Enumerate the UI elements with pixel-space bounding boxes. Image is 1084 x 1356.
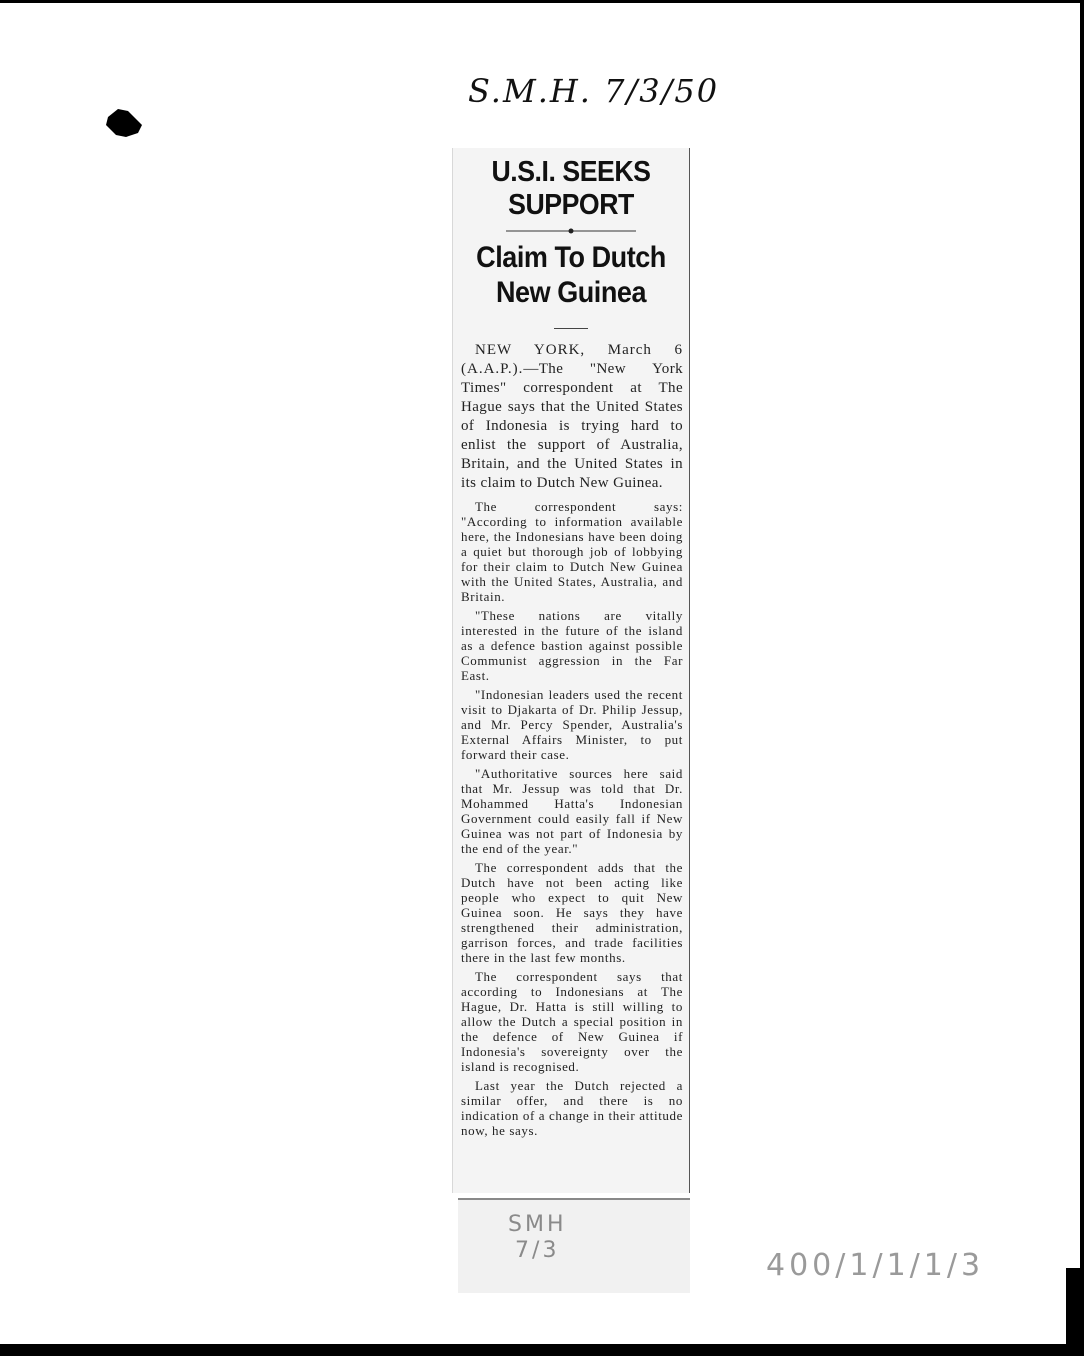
article-headline [462,156,679,222]
newspaper-clipping [452,148,690,1193]
subheadline-line-2: New Guinea [495,276,647,309]
subheadline-line-1: Claim To Dutch [476,241,666,274]
handwritten-source-date: S.M.H. 7/3/50 [468,72,720,110]
article-body [453,341,689,1138]
section-rule [554,328,588,329]
stub-handwritten-note [508,1212,567,1264]
lead-text: —The "New York Times" correspondent at The Hague says that the United States of Indonesia is trying hard to enlist the support of Australia, Britain, and the United States in its claim to Dutch New Guinea. [461,361,683,491]
scan-frame-right [1080,0,1084,1356]
stub-note-line-2: 7/3 [515,1238,560,1263]
paragraph-6: The correspondent says that according to Indonesians at The Hague, Dr. Hatta is still willing to allow the Dutch a special position in the defence of New Guinea if Indonesia's sovereignty over the island is recognised. [461,969,683,1074]
headline-line-1: U.S.I. SEEKS [491,156,651,188]
clipping-stub [458,1198,690,1293]
paragraph-1: The correspondent says: "According to information available here, the Indonesians have been doing a quiet but thorough job of lobbying for their claim to Dutch New Guinea with the United States, Australia, and Britain. [461,499,683,604]
stub-note-line-1: SMH [508,1212,567,1237]
paragraph-5: The correspondent adds that the Dutch have not been acting like people who expect to quit New Guinea soon. He says they have strengthened their administration, garrison forces, and trade facilities there in the last few months. [461,860,683,965]
dateline: NEW YORK, March 6 (A.A.P.). [461,342,683,377]
paragraph-3: "Indonesian leaders used the recent visit to Djakarta of Dr. Philip Jessup, and Mr. Percy Spender, Australia's External Affairs Minister, to put forward their case. [461,687,683,762]
headline-line-2: SUPPORT [508,189,634,221]
article-subheadline [465,240,677,310]
scan-frame-tab [1066,1268,1084,1344]
paragraph-4: "Authoritative sources here said that Mr. Jessup was told that Dr. Mohammed Hatta's Indonesian Government could easily fall if New Guinea was not part of Indonesia by the end of the year." [461,766,683,856]
divider-ornament [506,228,636,234]
scan-frame-top [0,0,1084,3]
paragraph-7: Last year the Dutch rejected a similar offer, and there is no indication of a change in their attitude now, he says. [461,1078,683,1138]
catalogue-number: 400/1/1/1/3 [766,1248,985,1283]
ink-blot-mark [104,105,144,139]
lead-paragraph [461,341,683,493]
scan-frame-bottom [0,1344,1084,1356]
paragraph-2: "These nations are vitally interested in the future of the island as a defence bastion against possible Communist aggression in the Far East. [461,608,683,683]
